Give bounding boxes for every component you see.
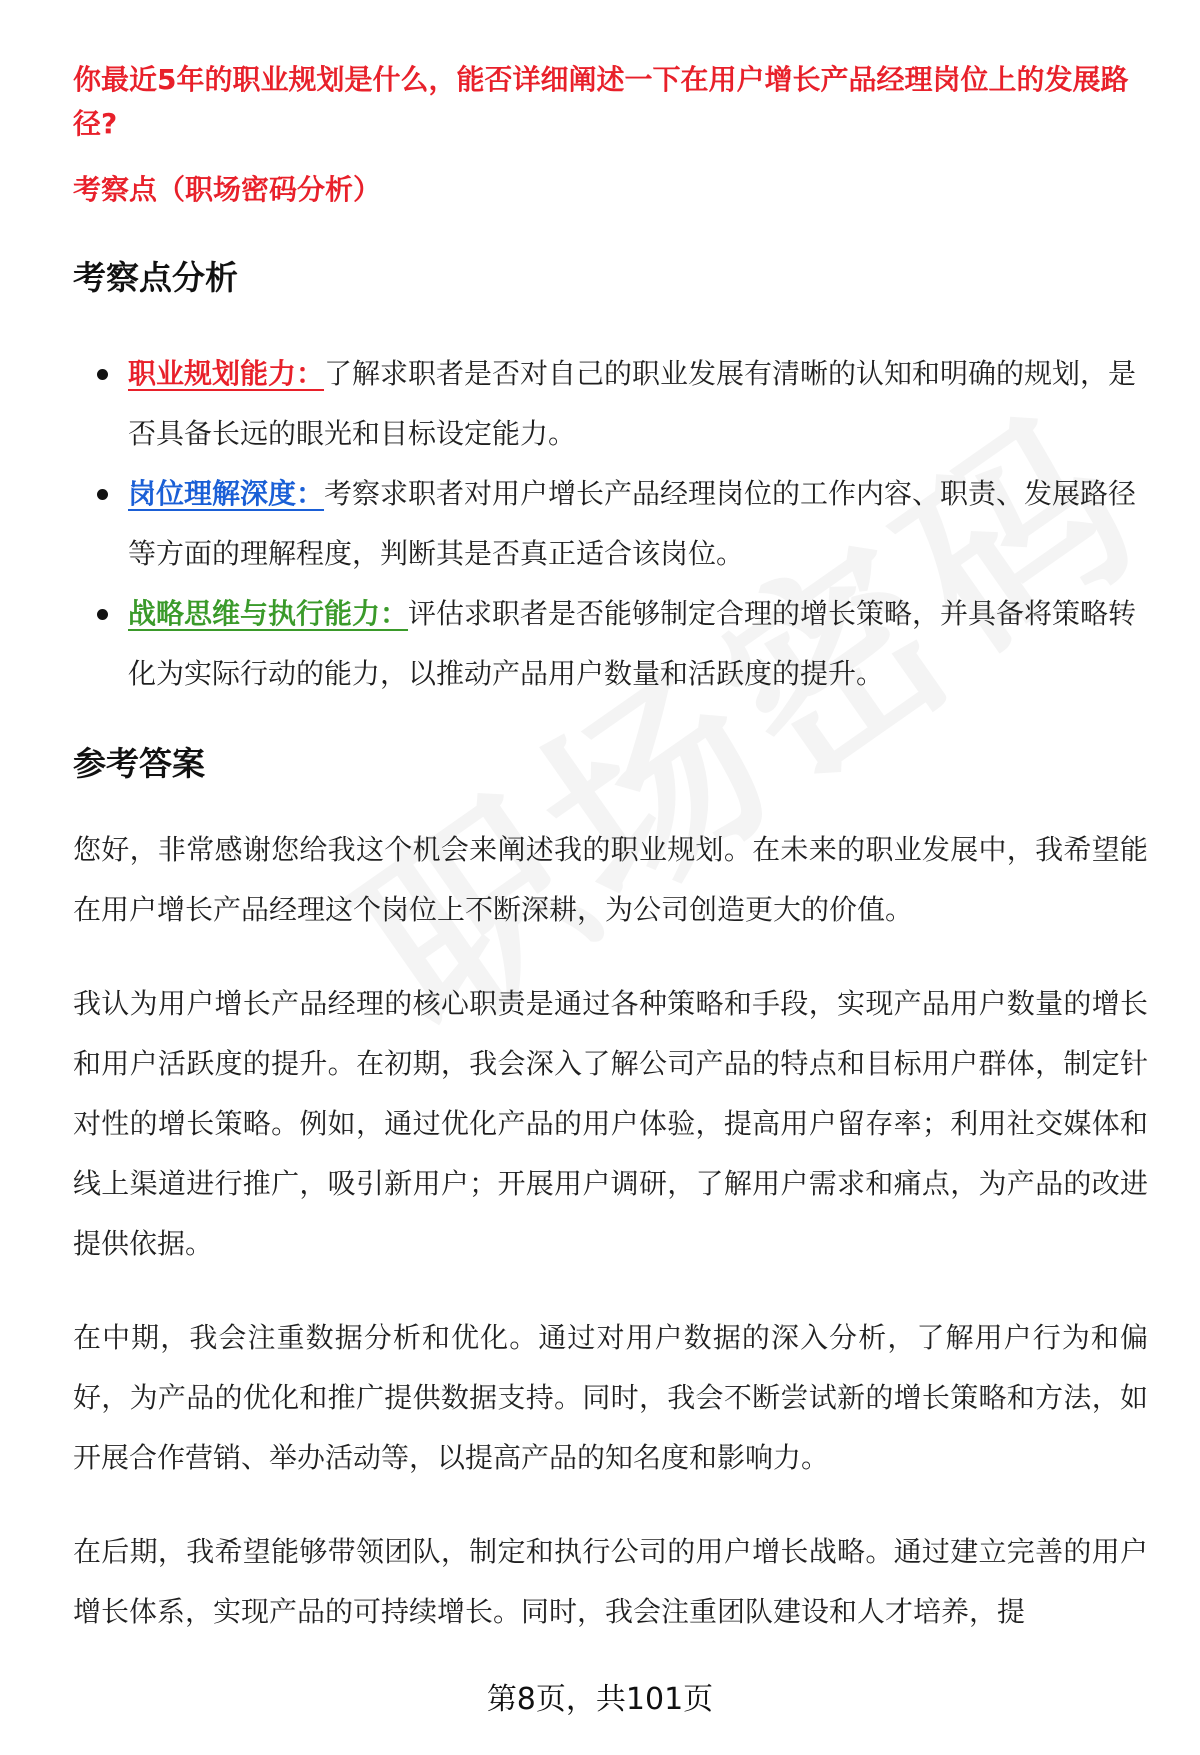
answer-paragraph-1: 您好，非常感谢您给我这个机会来阐述我的职业规划。在未来的职业发展中，我希望能在用户增长产品经理这个岗位上不断深耕，为公司创造更大的价值。 — [73, 833, 1148, 926]
answer-heading: 参考答案 — [73, 744, 205, 783]
page-footer: 第8页，共101页 — [486, 1682, 714, 1717]
point-text: 了解求职者是否对自己的职业发展有清晰的认知和明确的规划，是否具备长远的眼光和目标设定能力。 — [128, 357, 1137, 450]
point-role-understanding — [73, 464, 1148, 584]
kaocha-point: 考察点（职场密码分析） — [73, 173, 382, 206]
point-text: 考察求职者对用户增长产品经理岗位的工作内容、职责、发展路径等方面的理解程度，判断其是否真正适合该岗位。 — [128, 477, 1137, 570]
bullet-icon — [97, 369, 108, 380]
analysis-points — [73, 344, 1148, 704]
point-label: 岗位理解深度： — [128, 477, 325, 510]
answer-paragraph-2: 我认为用户增长产品经理的核心职责是通过各种策略和手段，实现产品用户数量的增长和用户活跃度的提升。在初期，我会深入了解公司产品的特点和目标用户群体，制定针对性的增长策略。例如，通过优化产品的用户体验，提高用户留存率；利用社交媒体和线上渠道进行推广，吸引新用户；开展用户调研，了解用户需求和痛点，为产品的改进提供依据。 — [73, 987, 1148, 1260]
bullet-icon — [97, 609, 108, 620]
question-title: 你最近5年的职业规划是什么，能否详细阐述一下在用户增长产品经理岗位上的发展路径? — [73, 63, 1129, 140]
point-strategy-execution — [73, 584, 1148, 704]
point-text: 评估求职者是否能够制定合理的增长策略，并具备将策略转化为实际行动的能力，以推动产品用户数量和活跃度的提升。 — [128, 597, 1137, 690]
analysis-heading: 考察点分析 — [73, 258, 238, 297]
content — [73, 58, 1148, 1642]
point-label: 职业规划能力： — [128, 357, 325, 390]
point-career-planning — [73, 344, 1148, 464]
answer-paragraph-3: 在中期，我会注重数据分析和优化。通过对用户数据的深入分析，了解用户行为和偏好，为产品的优化和推广提供数据支持。同时，我会不断尝试新的增长策略和方法，如开展合作营销、举办活动等，以提高产品的知名度和影响力。 — [73, 1321, 1148, 1474]
bullet-icon — [97, 489, 108, 500]
answer-paragraph-4: 在后期，我希望能够带领团队，制定和执行公司的用户增长战略。通过建立完善的用户增长体系，实现产品的可持续增长。同时，我会注重团队建设和人才培养，提 — [73, 1535, 1148, 1628]
point-label: 战略思维与执行能力： — [128, 597, 409, 630]
